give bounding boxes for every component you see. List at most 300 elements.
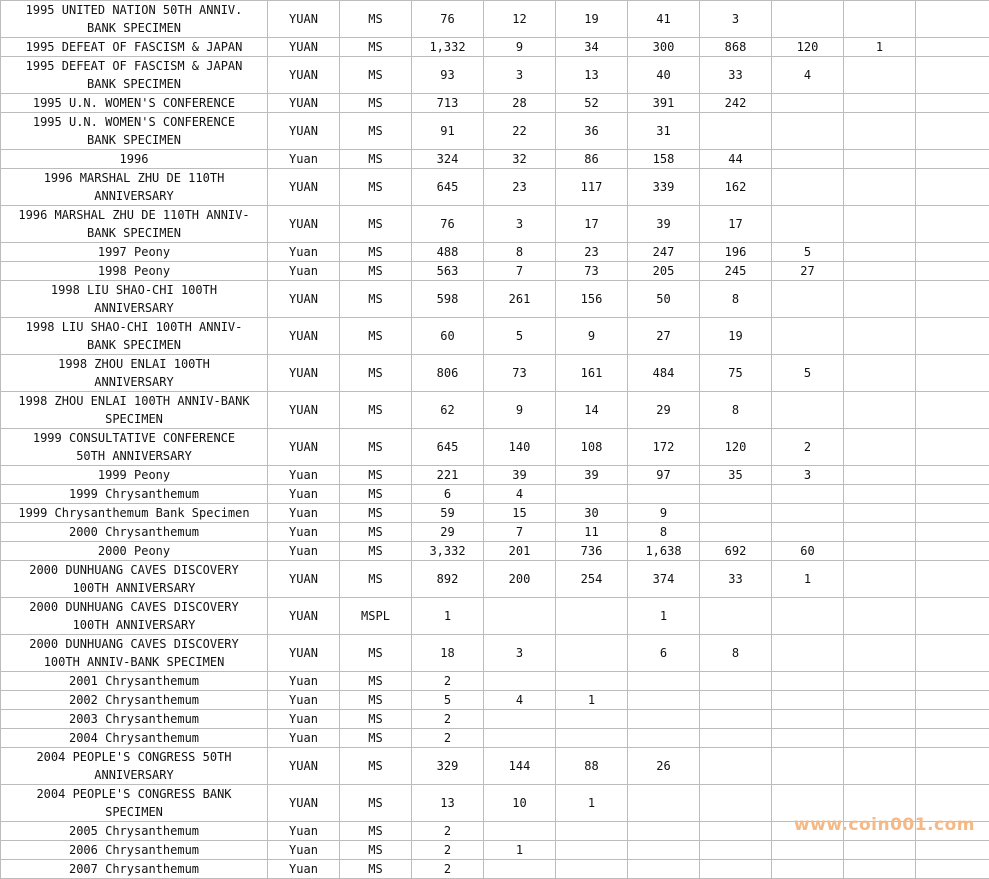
count-cell (772, 523, 844, 542)
count-cell (916, 841, 989, 860)
count-cell: 28 (484, 94, 556, 113)
count-cell: 2 (412, 710, 484, 729)
count-cell: 60 (772, 542, 844, 561)
count-cell (844, 672, 916, 691)
count-cell (916, 523, 989, 542)
count-cell: 75 (700, 355, 772, 392)
count-cell (628, 860, 700, 879)
count-cell: 391 (628, 94, 700, 113)
count-cell: 8 (700, 392, 772, 429)
count-cell: 76 (412, 1, 484, 38)
count-cell: 2 (412, 672, 484, 691)
count-cell (772, 635, 844, 672)
count-cell: 52 (556, 94, 628, 113)
count-cell: 117 (556, 169, 628, 206)
count-cell: 736 (556, 542, 628, 561)
issue-cell: 2004 Chrysanthemum (1, 729, 268, 748)
count-cell (844, 822, 916, 841)
count-cell (772, 94, 844, 113)
count-cell (844, 485, 916, 504)
grade-cell: MS (340, 429, 412, 466)
count-cell (844, 860, 916, 879)
count-cell (916, 150, 989, 169)
count-cell: 201 (484, 542, 556, 561)
grade-cell: MS (340, 822, 412, 841)
table-row (1, 262, 989, 281)
grade-cell: MS (340, 262, 412, 281)
grade-cell: MS (340, 206, 412, 243)
count-cell (772, 729, 844, 748)
table-row (1, 38, 989, 57)
count-cell (844, 841, 916, 860)
count-cell: 120 (772, 38, 844, 57)
count-cell: 324 (412, 150, 484, 169)
count-cell (772, 822, 844, 841)
denomination-cell: Yuan (268, 262, 340, 281)
count-cell: 60 (412, 318, 484, 355)
grade-cell: MS (340, 841, 412, 860)
count-cell (844, 392, 916, 429)
count-cell (844, 318, 916, 355)
count-cell (700, 822, 772, 841)
count-cell: 7 (484, 262, 556, 281)
count-cell: 15 (484, 504, 556, 523)
count-cell: 9 (628, 504, 700, 523)
count-cell (556, 672, 628, 691)
denomination-cell: YUAN (268, 169, 340, 206)
count-cell (772, 150, 844, 169)
table-row (1, 392, 989, 429)
count-cell: 91 (412, 113, 484, 150)
count-cell: 4 (484, 485, 556, 504)
count-cell (700, 785, 772, 822)
denomination-cell: YUAN (268, 1, 340, 38)
count-cell (484, 729, 556, 748)
count-cell (916, 281, 989, 318)
table-row (1, 1, 989, 38)
table-row (1, 57, 989, 94)
count-cell: 806 (412, 355, 484, 392)
count-cell: 892 (412, 561, 484, 598)
count-cell (556, 635, 628, 672)
count-cell (556, 710, 628, 729)
count-cell: 261 (484, 281, 556, 318)
count-cell: 93 (412, 57, 484, 94)
count-cell (916, 392, 989, 429)
issue-cell: 1995 U.N. WOMEN'S CONFERENCE (1, 94, 268, 113)
count-cell (916, 57, 989, 94)
count-cell: 6 (412, 485, 484, 504)
count-cell: 31 (628, 113, 700, 150)
denomination-cell: Yuan (268, 710, 340, 729)
count-cell (916, 785, 989, 822)
table-row (1, 785, 989, 822)
count-cell: 23 (484, 169, 556, 206)
issue-cell: 2000 DUNHUANG CAVES DISCOVERY 100TH ANNIVERSARY (1, 598, 268, 635)
count-cell (700, 523, 772, 542)
table-row (1, 729, 989, 748)
count-cell: 73 (484, 355, 556, 392)
count-cell (916, 635, 989, 672)
issue-cell: 1996 (1, 150, 268, 169)
grade-cell: MS (340, 466, 412, 485)
table-row (1, 748, 989, 785)
issue-cell: 1998 ZHOU ENLAI 100TH ANNIV-BANK SPECIMEN (1, 392, 268, 429)
count-cell: 1 (556, 785, 628, 822)
count-cell: 19 (700, 318, 772, 355)
count-cell: 41 (628, 1, 700, 38)
count-cell (844, 243, 916, 262)
count-cell (772, 206, 844, 243)
count-cell: 598 (412, 281, 484, 318)
count-cell: 27 (628, 318, 700, 355)
count-cell: 868 (700, 38, 772, 57)
count-cell (772, 598, 844, 635)
count-cell: 161 (556, 355, 628, 392)
count-cell: 172 (628, 429, 700, 466)
count-cell: 29 (628, 392, 700, 429)
count-cell: 6 (628, 635, 700, 672)
count-cell (916, 243, 989, 262)
count-cell: 23 (556, 243, 628, 262)
count-cell: 59 (412, 504, 484, 523)
count-cell (844, 561, 916, 598)
count-cell (628, 729, 700, 748)
issue-cell: 1998 LIU SHAO-CHI 100TH ANNIV- BANK SPECIMEN (1, 318, 268, 355)
count-cell (772, 785, 844, 822)
count-cell (916, 355, 989, 392)
count-cell (844, 1, 916, 38)
count-cell (556, 729, 628, 748)
count-cell (916, 38, 989, 57)
issue-cell: 1999 Peony (1, 466, 268, 485)
count-cell (700, 113, 772, 150)
count-cell (772, 841, 844, 860)
count-cell (556, 485, 628, 504)
count-cell (628, 485, 700, 504)
table-row (1, 281, 989, 318)
table-row (1, 542, 989, 561)
grade-cell: MS (340, 169, 412, 206)
grade-cell: MS (340, 748, 412, 785)
count-cell: 88 (556, 748, 628, 785)
count-cell: 35 (700, 466, 772, 485)
grade-cell: MSPL (340, 598, 412, 635)
count-cell (844, 691, 916, 710)
grade-cell: MS (340, 504, 412, 523)
denomination-cell: YUAN (268, 113, 340, 150)
issue-cell: 2006 Chrysanthemum (1, 841, 268, 860)
issue-cell: 2001 Chrysanthemum (1, 672, 268, 691)
table-row (1, 672, 989, 691)
count-cell: 140 (484, 429, 556, 466)
count-cell (844, 785, 916, 822)
grade-cell: MS (340, 38, 412, 57)
count-cell: 1 (628, 598, 700, 635)
count-cell (844, 523, 916, 542)
count-cell: 39 (628, 206, 700, 243)
count-cell: 29 (412, 523, 484, 542)
count-cell: 247 (628, 243, 700, 262)
issue-cell: 2004 PEOPLE'S CONGRESS 50TH ANNIVERSARY (1, 748, 268, 785)
count-cell: 4 (484, 691, 556, 710)
count-cell: 1 (484, 841, 556, 860)
count-cell: 18 (412, 635, 484, 672)
count-cell (484, 860, 556, 879)
grade-cell: MS (340, 710, 412, 729)
table-row (1, 860, 989, 879)
count-cell (700, 841, 772, 860)
count-cell (844, 281, 916, 318)
count-cell: 11 (556, 523, 628, 542)
count-cell (484, 710, 556, 729)
count-cell (844, 150, 916, 169)
count-cell (916, 504, 989, 523)
count-cell (556, 598, 628, 635)
table-row (1, 485, 989, 504)
count-cell: 3 (772, 466, 844, 485)
count-cell (628, 822, 700, 841)
issue-cell: 1999 Chrysanthemum Bank Specimen (1, 504, 268, 523)
grade-cell: MS (340, 243, 412, 262)
count-cell (772, 318, 844, 355)
count-cell: 254 (556, 561, 628, 598)
count-cell (844, 94, 916, 113)
denomination-cell: Yuan (268, 466, 340, 485)
issue-cell: 1996 MARSHAL ZHU DE 110TH ANNIVERSARY (1, 169, 268, 206)
count-cell: 1 (772, 561, 844, 598)
count-cell (844, 748, 916, 785)
table-row (1, 150, 989, 169)
count-cell (844, 598, 916, 635)
issue-cell: 1999 Chrysanthemum (1, 485, 268, 504)
count-cell (772, 113, 844, 150)
count-cell: 8 (700, 281, 772, 318)
count-cell: 1,638 (628, 542, 700, 561)
grade-cell: MS (340, 785, 412, 822)
issue-cell: 1999 CONSULTATIVE CONFERENCE 50TH ANNIVERSARY (1, 429, 268, 466)
count-cell: 8 (700, 635, 772, 672)
denomination-cell: Yuan (268, 691, 340, 710)
count-cell (628, 691, 700, 710)
grade-cell: MS (340, 113, 412, 150)
grade-cell: MS (340, 94, 412, 113)
count-cell: 2 (412, 860, 484, 879)
issue-cell: 2000 Peony (1, 542, 268, 561)
count-cell: 1 (844, 38, 916, 57)
count-cell (844, 355, 916, 392)
count-cell: 339 (628, 169, 700, 206)
count-cell: 30 (556, 504, 628, 523)
count-cell (916, 1, 989, 38)
count-cell: 108 (556, 429, 628, 466)
count-cell (916, 729, 989, 748)
denomination-cell: YUAN (268, 94, 340, 113)
issue-cell: 1995 DEFEAT OF FASCISM & JAPAN BANK SPECIMEN (1, 57, 268, 94)
count-cell (916, 691, 989, 710)
denomination-cell: Yuan (268, 243, 340, 262)
issue-cell: 1998 LIU SHAO-CHI 100TH ANNIVERSARY (1, 281, 268, 318)
count-cell: 200 (484, 561, 556, 598)
count-cell (628, 841, 700, 860)
count-cell (484, 672, 556, 691)
grade-cell: MS (340, 150, 412, 169)
issue-cell: 2002 Chrysanthemum (1, 691, 268, 710)
count-cell: 39 (484, 466, 556, 485)
count-cell: 329 (412, 748, 484, 785)
count-cell (916, 485, 989, 504)
count-cell: 205 (628, 262, 700, 281)
table-row (1, 504, 989, 523)
count-cell (844, 113, 916, 150)
count-cell: 8 (628, 523, 700, 542)
count-cell: 5 (772, 355, 844, 392)
count-cell: 1 (556, 691, 628, 710)
count-cell: 5 (412, 691, 484, 710)
denomination-cell: Yuan (268, 822, 340, 841)
count-cell: 3 (484, 57, 556, 94)
count-cell: 40 (628, 57, 700, 94)
count-cell: 221 (412, 466, 484, 485)
count-cell (916, 262, 989, 281)
table-row (1, 523, 989, 542)
count-cell: 19 (556, 1, 628, 38)
count-cell (700, 729, 772, 748)
count-cell (700, 860, 772, 879)
count-cell (700, 504, 772, 523)
table-row (1, 691, 989, 710)
count-cell (916, 598, 989, 635)
count-cell (700, 485, 772, 504)
count-cell: 36 (556, 113, 628, 150)
count-cell: 3 (484, 635, 556, 672)
count-cell: 7 (484, 523, 556, 542)
table-row (1, 841, 989, 860)
count-cell: 13 (412, 785, 484, 822)
grade-cell: MS (340, 672, 412, 691)
denomination-cell: Yuan (268, 542, 340, 561)
denomination-cell: YUAN (268, 281, 340, 318)
issue-cell: 1998 Peony (1, 262, 268, 281)
count-cell: 34 (556, 38, 628, 57)
count-cell (772, 1, 844, 38)
denomination-cell: YUAN (268, 38, 340, 57)
count-cell (700, 691, 772, 710)
grade-cell: MS (340, 1, 412, 38)
count-cell (844, 57, 916, 94)
count-cell: 120 (700, 429, 772, 466)
issue-cell: 1995 U.N. WOMEN'S CONFERENCE BANK SPECIMEN (1, 113, 268, 150)
count-cell (916, 113, 989, 150)
count-cell: 158 (628, 150, 700, 169)
denomination-cell: YUAN (268, 561, 340, 598)
count-cell (484, 822, 556, 841)
count-cell (556, 860, 628, 879)
count-cell: 17 (700, 206, 772, 243)
denomination-cell: YUAN (268, 355, 340, 392)
count-cell (844, 542, 916, 561)
count-cell: 22 (484, 113, 556, 150)
table-row (1, 94, 989, 113)
count-cell: 196 (700, 243, 772, 262)
count-cell (916, 748, 989, 785)
denomination-cell: YUAN (268, 57, 340, 94)
denomination-cell: Yuan (268, 150, 340, 169)
table-row (1, 710, 989, 729)
count-cell (772, 691, 844, 710)
denomination-cell: YUAN (268, 318, 340, 355)
count-cell (844, 729, 916, 748)
count-cell (844, 635, 916, 672)
count-cell: 242 (700, 94, 772, 113)
count-cell: 9 (484, 38, 556, 57)
count-cell: 5 (772, 243, 844, 262)
count-cell (772, 672, 844, 691)
count-cell (844, 429, 916, 466)
denomination-cell: Yuan (268, 523, 340, 542)
table-row (1, 429, 989, 466)
table-row (1, 598, 989, 635)
count-cell: 62 (412, 392, 484, 429)
count-cell (916, 318, 989, 355)
grade-cell: MS (340, 635, 412, 672)
count-cell: 3,332 (412, 542, 484, 561)
count-cell (484, 598, 556, 635)
grade-cell: MS (340, 392, 412, 429)
table-row (1, 635, 989, 672)
grade-cell: MS (340, 691, 412, 710)
denomination-cell: Yuan (268, 841, 340, 860)
grade-cell: MS (340, 860, 412, 879)
count-cell: 10 (484, 785, 556, 822)
denomination-cell: YUAN (268, 429, 340, 466)
denomination-cell: YUAN (268, 635, 340, 672)
count-cell (916, 561, 989, 598)
count-cell: 488 (412, 243, 484, 262)
denomination-cell: YUAN (268, 598, 340, 635)
table-row (1, 243, 989, 262)
count-cell (916, 466, 989, 485)
table-row (1, 169, 989, 206)
denomination-cell: YUAN (268, 785, 340, 822)
count-cell: 245 (700, 262, 772, 281)
count-cell (772, 281, 844, 318)
grade-cell: MS (340, 318, 412, 355)
count-cell (772, 504, 844, 523)
table-row (1, 318, 989, 355)
table-row (1, 355, 989, 392)
count-cell: 12 (484, 1, 556, 38)
count-cell: 44 (700, 150, 772, 169)
denomination-cell: Yuan (268, 860, 340, 879)
issue-cell: 1995 UNITED NATION 50TH ANNIV. BANK SPECIMEN (1, 1, 268, 38)
count-cell: 13 (556, 57, 628, 94)
issue-cell: 2004 PEOPLE'S CONGRESS BANK SPECIMEN (1, 785, 268, 822)
count-cell: 33 (700, 57, 772, 94)
count-cell: 50 (628, 281, 700, 318)
count-cell (700, 598, 772, 635)
count-cell: 1 (412, 598, 484, 635)
count-cell (628, 672, 700, 691)
grade-cell: MS (340, 542, 412, 561)
denomination-cell: YUAN (268, 748, 340, 785)
count-cell: 86 (556, 150, 628, 169)
grade-cell: MS (340, 281, 412, 318)
count-cell: 33 (700, 561, 772, 598)
count-cell: 9 (484, 392, 556, 429)
denomination-cell: YUAN (268, 392, 340, 429)
issue-cell: 1998 ZHOU ENLAI 100TH ANNIVERSARY (1, 355, 268, 392)
